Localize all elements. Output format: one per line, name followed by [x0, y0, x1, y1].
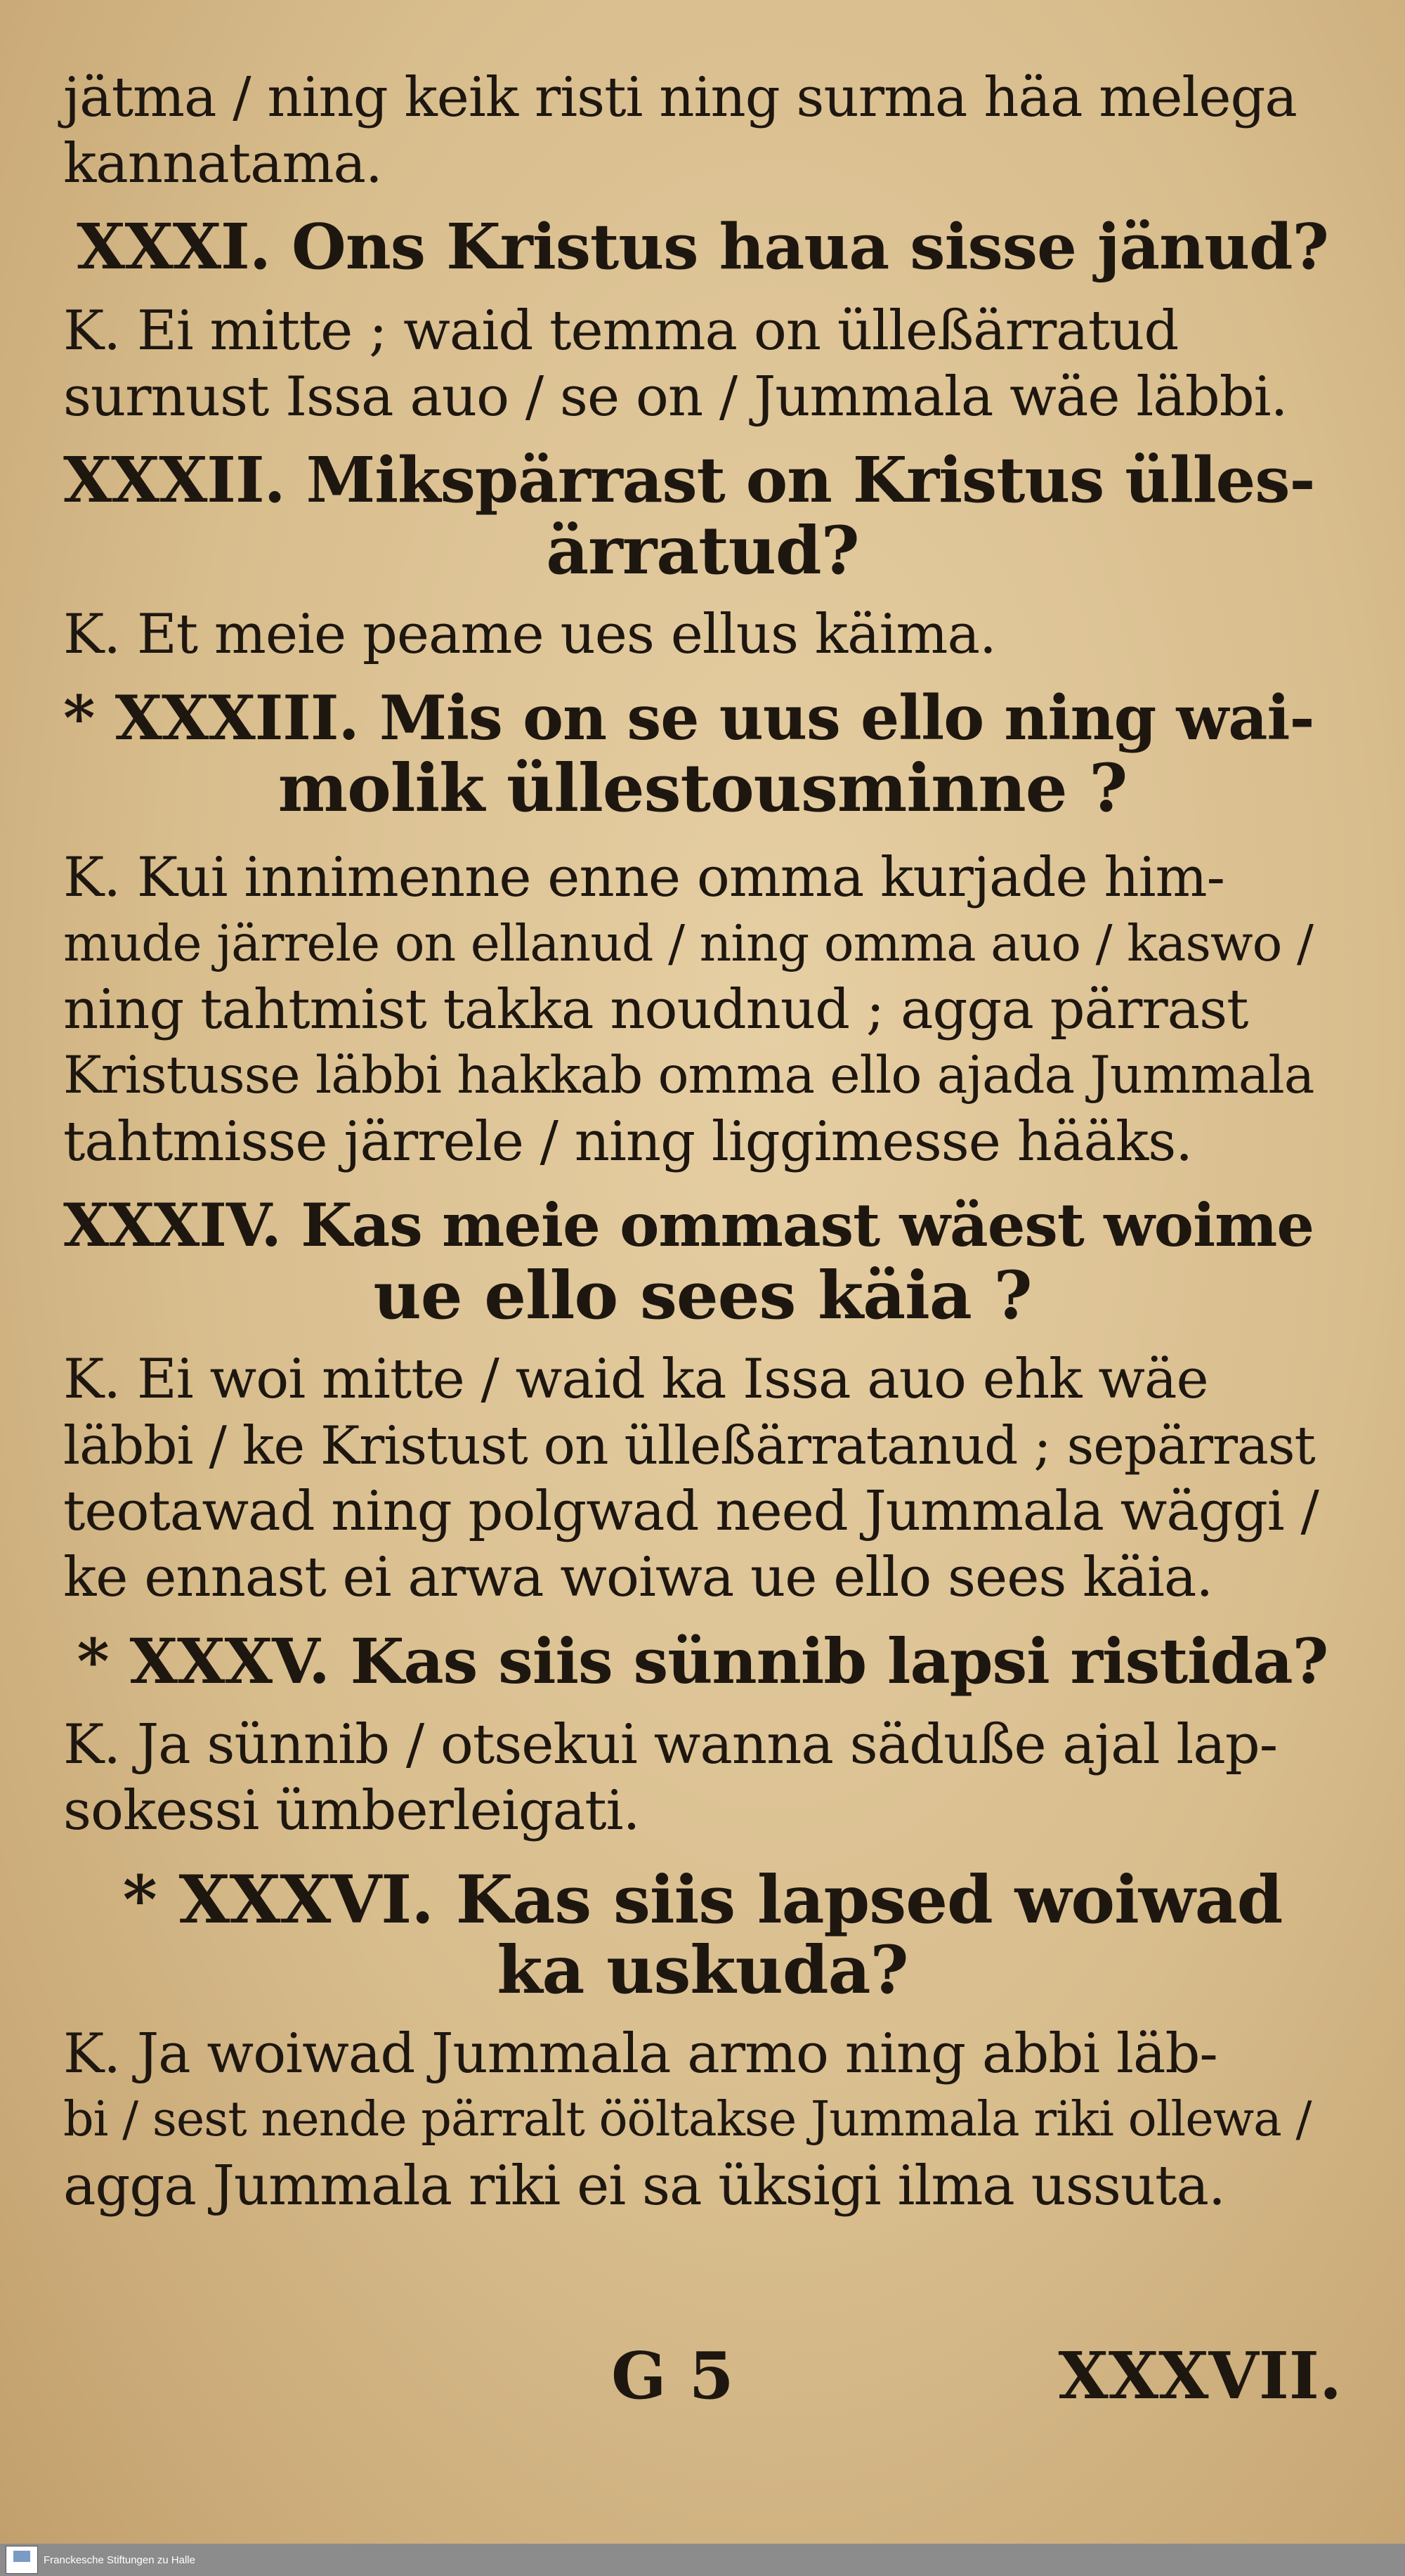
- question-heading: * XXXIII. Mis on se uus ello ning wai-: [63, 682, 1314, 754]
- answer-line: K. Et meie peame ues ellus käima.: [63, 603, 996, 666]
- answer-line: K. Ja woiwad Jummala armo ning abbi läb-: [63, 2022, 1217, 2086]
- signature-mark: G 5: [611, 2338, 734, 2414]
- viewer-footer-bar: [0, 2544, 1405, 2576]
- answer-line: tahtmisse järrele / ning liggimesse hääks.: [63, 1110, 1193, 1173]
- page-footer: [63, 2338, 1342, 2415]
- answer-line: K. Kui innimenne enne omma kurjade him-: [63, 846, 1224, 909]
- institution-logo-icon[interactable]: [6, 2546, 38, 2574]
- question-heading: ka uskuda?: [497, 1932, 908, 2009]
- answer-line: Kristusse läbbi hakkab omma ello ajada Jummala: [63, 1046, 1314, 1105]
- text-line: kannatama.: [63, 132, 382, 195]
- text-line: jätma / ning keik risti ning surma häa melega: [63, 66, 1297, 129]
- answer-line: K. Ei mitte ; waid temma on ülleßärratud: [63, 299, 1179, 363]
- answer-line: ke ennast ei arwa woiwa ue ello sees käia.: [63, 1546, 1213, 1609]
- answer-line: sokessi ümberleigati.: [63, 1779, 640, 1842]
- question-heading: ue ello sees käia ?: [373, 1257, 1032, 1334]
- question-heading: * XXXVI. Kas siis lapsed woiwad: [122, 1861, 1283, 1939]
- institution-credit: Franckesche Stiftungen zu Halle: [44, 2554, 195, 2566]
- answer-line: teotawad ning polgwad need Jummala wäggi /: [63, 1480, 1319, 1543]
- answer-line: läbbi / ke Kristust on ülleßärratanud ; sepärrast: [63, 1414, 1315, 1476]
- question-heading: * XXXV. Kas siis sünnib lapsi ristida?: [77, 1625, 1328, 1698]
- question-heading: XXXII. Mikspärrast on Kristus ülles-: [63, 443, 1315, 517]
- answer-line: bi / sest nende pärralt ööltakse Jummala riki ollewa /: [63, 2092, 1312, 2147]
- question-heading: ärratud?: [546, 512, 859, 590]
- answer-line: mude järrele on ellanud / ning omma auo / kaswo /: [63, 914, 1313, 972]
- answer-line: agga Jummala riki ei sa üksigi ilma ussuta.: [63, 2154, 1225, 2218]
- answer-line: ning tahtmist takka noudnud ; agga pärrast: [63, 978, 1248, 1041]
- question-heading: XXXI. Ons Kristus haua sisse jänud?: [77, 210, 1328, 284]
- catchword: XXXVII.: [1058, 2338, 1342, 2414]
- question-heading: XXXIV. Kas meie ommast wäest woime: [63, 1190, 1314, 1260]
- question-heading: molik üllestousminne ?: [277, 750, 1128, 827]
- answer-line: surnust Issa auo / se on / Jummala wäe läbbi.: [63, 365, 1288, 429]
- page-text: [63, 65, 1342, 2414]
- answer-line: K. Ei woi mitte / waid ka Issa auo ehk wäe: [63, 1348, 1208, 1411]
- answer-line: K. Ja sünnib / otsekui wanna säduße ajal lap-: [63, 1713, 1278, 1776]
